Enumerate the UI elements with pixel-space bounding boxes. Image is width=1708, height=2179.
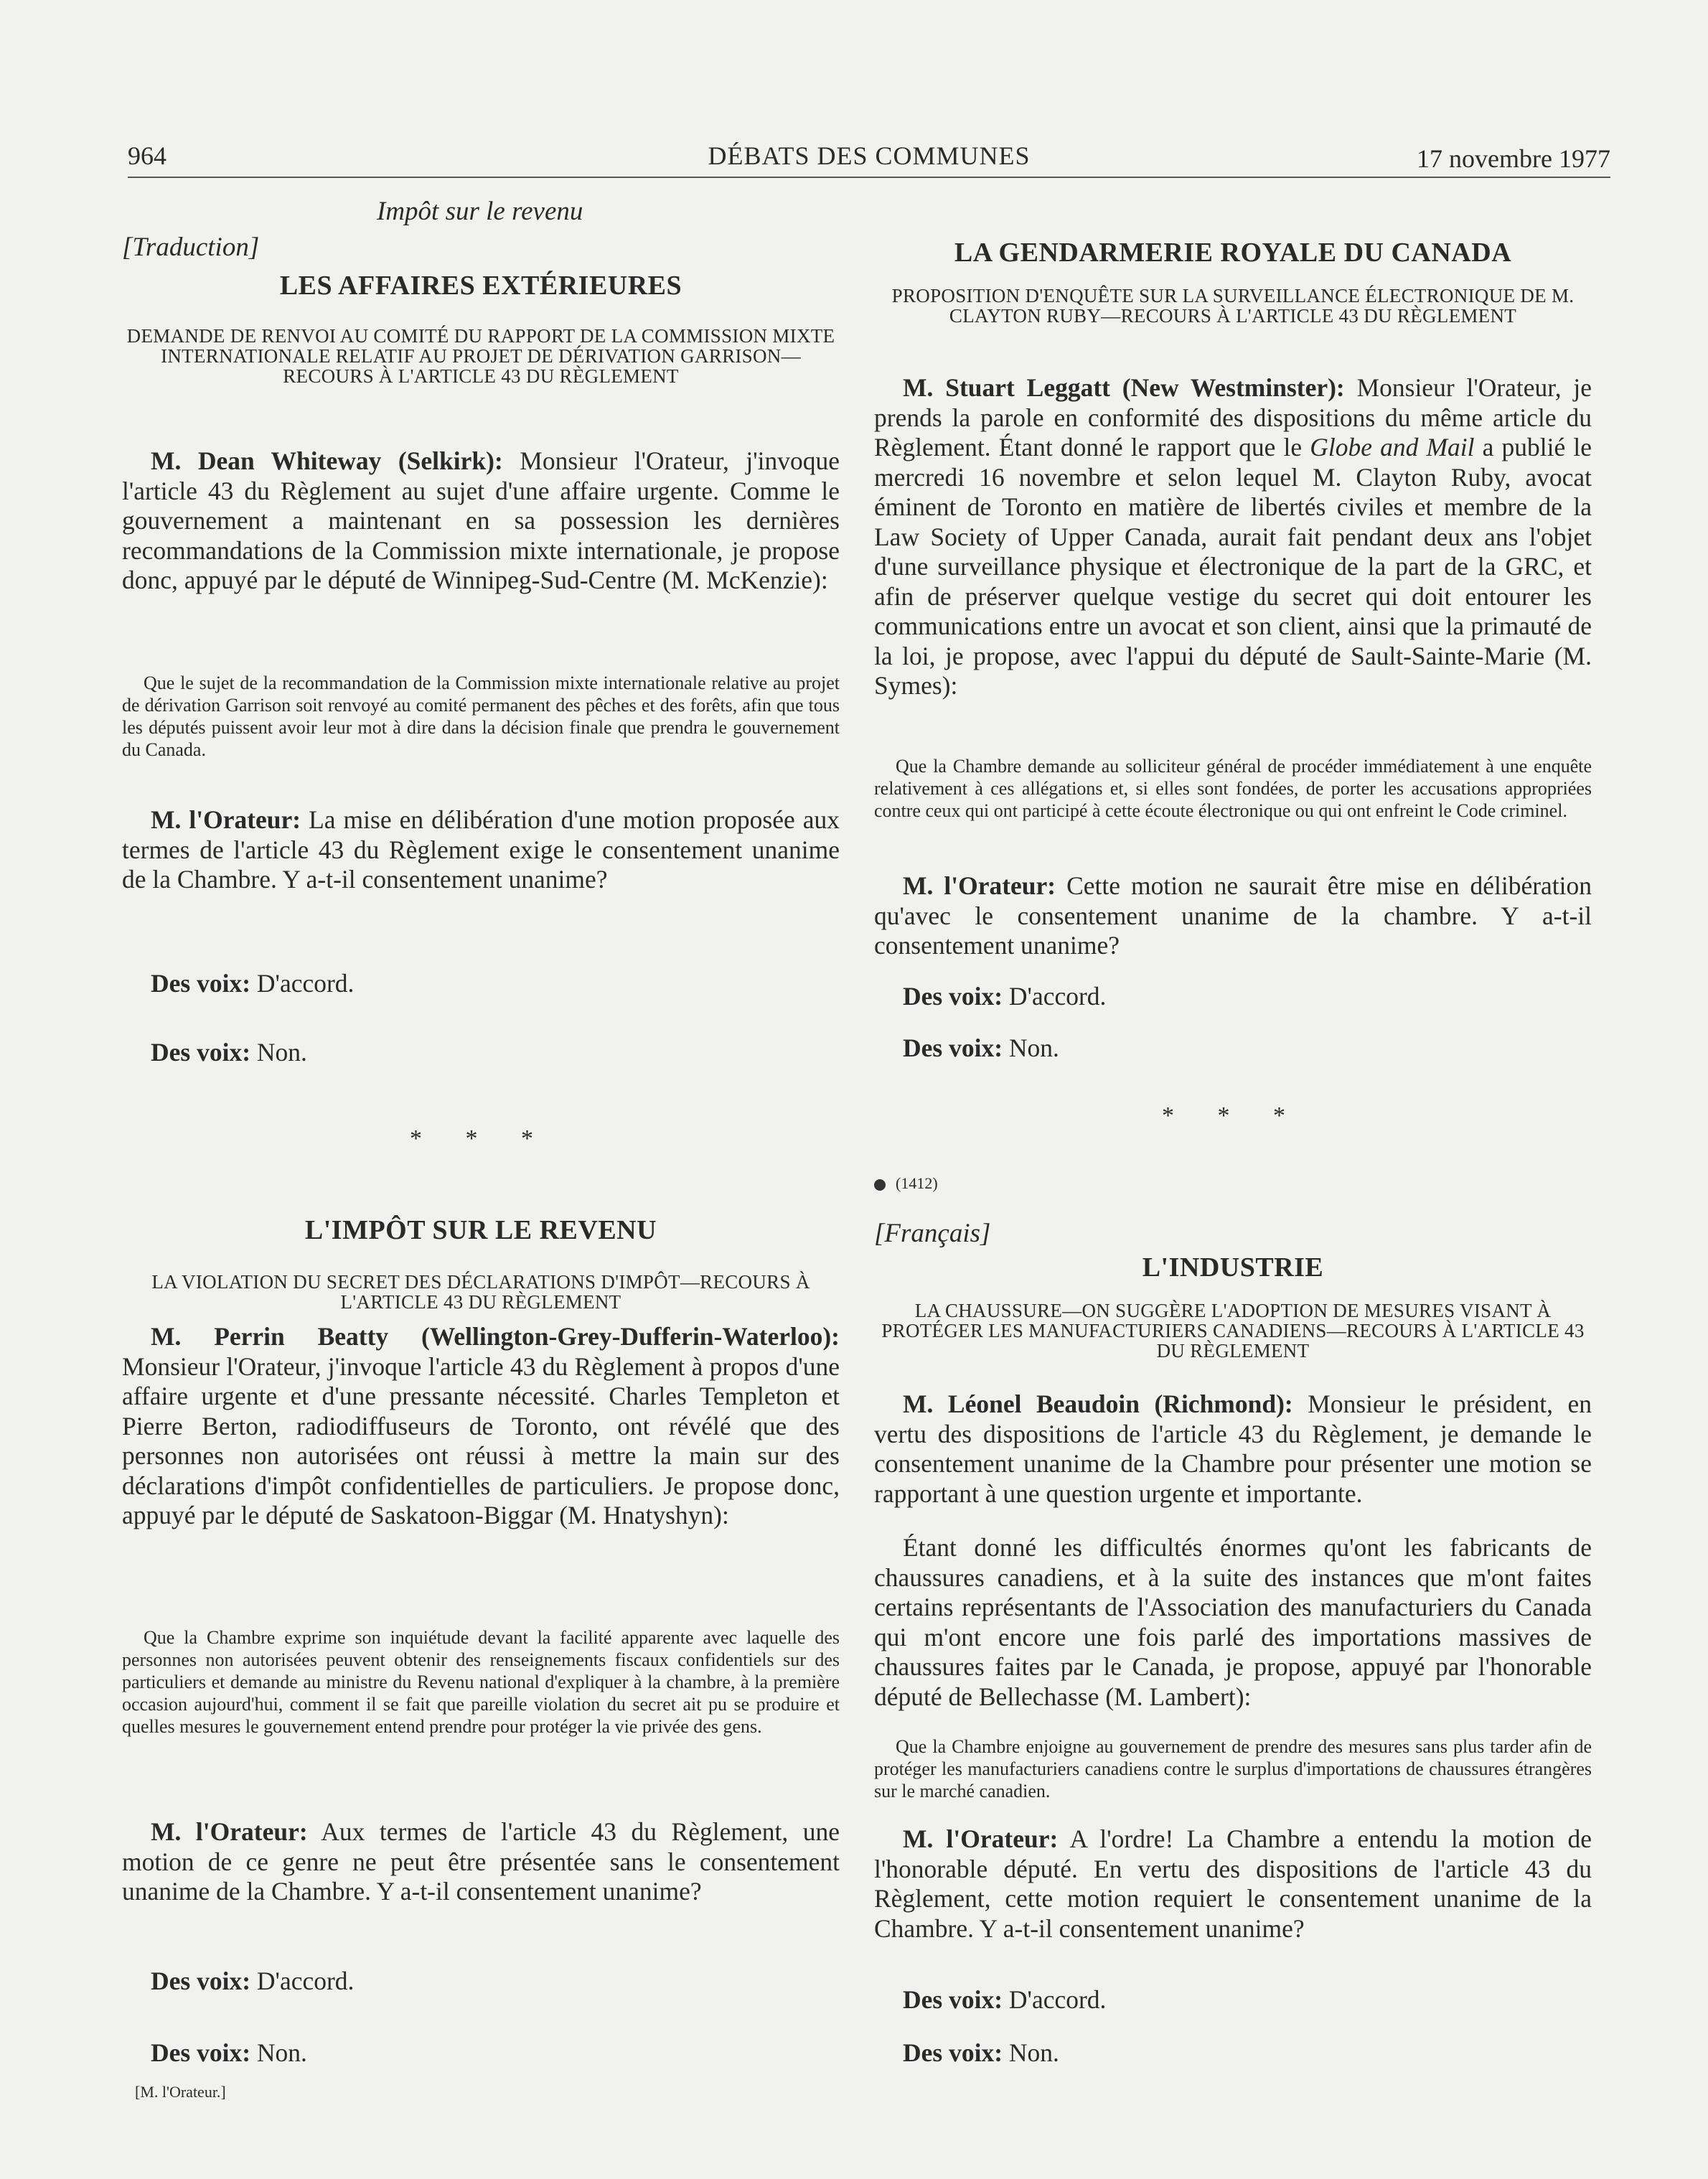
speaker-orateur: M. l'Orateur:: [151, 805, 301, 834]
section-title-grc: LA GENDARMERIE ROYALE DU CANADA: [954, 238, 1512, 268]
voices-non: [122, 1038, 840, 1068]
voices-label: Des voix:: [151, 969, 251, 998]
voices-text: D'accord.: [1008, 1985, 1107, 2014]
page-date: 17 novembre 1977: [1417, 144, 1610, 173]
orateur-text: La mise en délibération d'une motion proposée aux termes de l'article 43 du Règlement exige le consentement unanime de la Chambre. Y a-t-il consentement unanime?: [122, 805, 840, 894]
running-head: Impôt sur le revenu: [377, 197, 583, 226]
voices-label: Des voix:: [903, 1985, 1003, 2014]
left-column: [122, 194, 840, 2103]
page-number: 964: [128, 141, 166, 170]
orateur-response-1: [122, 805, 840, 895]
speech-text-whiteway: Monsieur l'Orateur, j'invoque l'article 43 du Règlement au sujet d'une affaire urgente. Comme le gouvernement a maintenant en sa possession les dernières recommandations de la Commission mixte internationale, je propose donc, appuyé par le député de Winnipeg-Sud-Centre (M. McKenzie):: [122, 446, 840, 594]
bullet-icon: [874, 1179, 886, 1191]
voices-label: Des voix:: [903, 982, 1003, 1011]
motion-garrison: [122, 672, 840, 761]
time-marker-row: [874, 1168, 1592, 1199]
time-marker: (1412): [896, 1174, 938, 1192]
motion-chaussure: [874, 1735, 1592, 1802]
section-title-industrie: L'INDUSTRIE: [1142, 1252, 1324, 1283]
speech-leggatt: [874, 373, 1592, 701]
speech-text-leggatt-b: a publié le mercredi 16 novembre et selon lequel M. Clayton Ruby, avocat éminent de Toronto en matière de libertés civiles et membre de la Law Society of Upper Canada, aurait fait pendant deux ans l'objet d'une surveillance physique et électronique de la part de la GRC, et afin de préserver quelque vestige du secret qui doit entourer les communications entre un avocat et son client, ainsi que la primauté de la loi, je propose, avec l'appui du député de Sault-Sainte-Marie (M. Symes):: [874, 433, 1592, 700]
speech-text-beatty: Monsieur l'Orateur, j'invoque l'article 43 du Règlement à propos d'une affaire urgente et d'une pressante nécessité. Charles Templeton et Pierre Berton, radiodiffuseurs de Toronto, ont révélé que des personnes non autorisées ont réussi à mettre la main sur des déclarations d'impôt confidentielles de particuliers. Je propose donc, appuyé par le député de Saskatoon-Biggar (M. Hnatyshyn):: [122, 1351, 840, 1529]
right-column: [874, 194, 1592, 2103]
voices-text: D'accord.: [256, 1967, 355, 1995]
speaker-beaudoin: M. Léonel Beaudoin (Richmond):: [903, 1390, 1293, 1418]
speech-text-beaudoin-2: Étant donné les difficultés énormes qu'ont les fabricants de chaussures canadiens, et à la suite des instances que m'ont faites certains représentants de l'Association des manufacturiers du Canada qui m'ont encore une fois parlé des importations massives de chaussures faites par le Canada, je propose, appuyé par l'honorable député de Bellechasse (M. Lambert):: [874, 1533, 1592, 1711]
orateur-response-4: [874, 1824, 1592, 1944]
voices-non: [122, 2038, 840, 2068]
orateur-text: Aux termes de l'article 43 du Règlement, une motion de ce genre ne peut être présentée sans le consentement unanime de la Chambre. Y a-t-il consentement unanime?: [122, 1817, 840, 1906]
footer-tag: [M. l'Orateur.]: [135, 2083, 226, 2101]
voices-accord: [122, 969, 840, 999]
motion-ruby: [874, 755, 1592, 822]
motion-secret-fiscal: [122, 1626, 840, 1738]
voices-text: Non.: [1008, 1034, 1059, 1062]
voices-non: [874, 2038, 1592, 2068]
orateur-text: Cette motion ne saurait être mise en délibération qu'avec le consentement unanime de la chambre. Y a-t-il consentement unanime?: [874, 871, 1592, 960]
speaker-leggatt: M. Stuart Leggatt (New Westminster):: [903, 373, 1345, 402]
publication-title: DÉBATS DES COMMUNES: [708, 141, 1031, 170]
voices-text: Non.: [256, 2038, 307, 2067]
speech-whiteway: [122, 446, 840, 596]
speech-text-leggatt-a: Monsieur l'Orateur, je prends la parole en conformité des dispositions du même article du Règlement. Étant donné le rapport que le: [874, 373, 1592, 461]
voices-label: Des voix:: [903, 2038, 1003, 2067]
speaker-orateur: M. l'Orateur:: [903, 871, 1056, 900]
speaker-beatty: M. Perrin Beatty (Wellington-Grey-Dufferin-Waterloo):: [151, 1322, 840, 1351]
voices-label: Des voix:: [151, 1967, 251, 1995]
section-subtitle-garrison: DEMANDE DE RENVOI AU COMITÉ DU RAPPORT DE LA COMMISSION MIXTE INTERNATIONALE RELATIF AU PROJET DE DÉRIVATION GARRISON—RECOURS À L'ARTICLE 43 DU RÈGLEMENT: [126, 325, 835, 387]
speech-text-beaudoin: Monsieur le président, en vertu des dispositions de l'article 43 du Règlement, je demande le consentement unanime de la Chambre pour présenter une motion se rapportant à une question urgente et importante.: [874, 1390, 1592, 1508]
section-subtitle-declarations: LA VIOLATION DU SECRET DES DÉCLARATIONS D'IMPÔT—RECOURS À L'ARTICLE 43 DU RÈGLEMENT: [151, 1271, 810, 1313]
speaker-orateur: M. l'Orateur:: [903, 1824, 1059, 1853]
motion-text-chaussure: Que la Chambre enjoigne au gouvernement de prendre des mesures sans plus tarder afin de protéger les manufacturiers canadiens contre le surplus d'importations de chaussures étrangères sur le marché canadien.: [874, 1736, 1592, 1801]
page-header: [128, 138, 1610, 178]
language-tag: [Français]: [874, 1219, 991, 1248]
voices-text: D'accord.: [1008, 982, 1107, 1011]
section-separator: * * *: [410, 1125, 552, 1152]
voices-text: D'accord.: [256, 969, 355, 998]
voices-text: Non.: [256, 1038, 307, 1067]
voices-accord: [874, 982, 1592, 1012]
speech-beaudoin-2: [874, 1533, 1592, 1712]
voices-accord: [122, 1967, 840, 1997]
voices-label: Des voix:: [151, 2038, 251, 2067]
orateur-response-3: [874, 871, 1592, 961]
section-subtitle-ruby: PROPOSITION D'ENQUÊTE SUR LA SURVEILLANCE ÉLECTRONIQUE DE M. CLAYTON RUBY—RECOURS À L'ARTICLE 43 DU RÈGLEMENT: [891, 285, 1575, 327]
voices-text: Non.: [1008, 2038, 1059, 2067]
orateur-response-2: [122, 1817, 840, 1907]
speaker-whiteway: M. Dean Whiteway (Selkirk):: [151, 446, 503, 475]
speaker-orateur: M. l'Orateur:: [151, 1817, 308, 1846]
voices-accord: [874, 1985, 1592, 2015]
section-subtitle-chaussure: LA CHAUSSURE—ON SUGGÈRE L'ADOPTION DE MESURES VISANT À PROTÉGER LES MANUFACTURIERS CANADIENS—RECOURS À L'ARTICLE 43 DU RÈGLEMENT: [881, 1300, 1585, 1362]
speech-beatty: [122, 1322, 840, 1531]
newspaper-name: Globe and Mail: [1310, 433, 1475, 461]
motion-text-secret-fiscal: Que la Chambre exprime son inquiétude devant la facilité apparente avec laquelle des personnes non autorisées peuvent obtenir des renseignements fiscaux confidentiels sur des particuliers et demande au ministre du Revenu national d'expliquer à la chambre, à la première occasion aujourd'hui, comment il se fait que pareille violation du secret ait pu se produire et quelles mesures le gouvernement entend prendre pour protéger la vie privée des gens.: [122, 1627, 840, 1737]
orateur-text: A l'ordre! La Chambre a entendu la motion de l'honorable député. En vertu des dispositions de l'article 43 du Règlement, cette motion requiert le consentement unanime de la Chambre. Y a-t-il consentement unanime?: [874, 1824, 1592, 1943]
speech-beaudoin: [874, 1390, 1592, 1509]
voices-label: Des voix:: [903, 1034, 1003, 1062]
voices-label: Des voix:: [151, 1038, 251, 1067]
motion-text-garrison: Que le sujet de la recommandation de la Commission mixte internationale relative au projet de dérivation Garrison soit renvoyé au comité permanent des pêches et des forêts, afin que tous les députés puissent avoir leur mot à dire dans la décision finale que prendra le gouvernement du Canada.: [122, 673, 840, 760]
section-title-impot: L'IMPÔT SUR LE REVENU: [304, 1215, 657, 1245]
translation-tag: [Traduction]: [122, 233, 260, 262]
voices-non: [874, 1034, 1592, 1064]
section-separator: * * *: [1162, 1102, 1304, 1129]
motion-text-ruby: Que la Chambre demande au solliciteur général de procéder immédiatement à une enquête relativement à ces allégations et, si elles sont fondées, de porter les accusations appropriées contre ceux qui ont participé à cette écoute électronique ou qui ont enfreint le Code criminel.: [874, 756, 1592, 821]
section-title-affaires-exterieures: LES AFFAIRES EXTÉRIEURES: [279, 271, 682, 301]
